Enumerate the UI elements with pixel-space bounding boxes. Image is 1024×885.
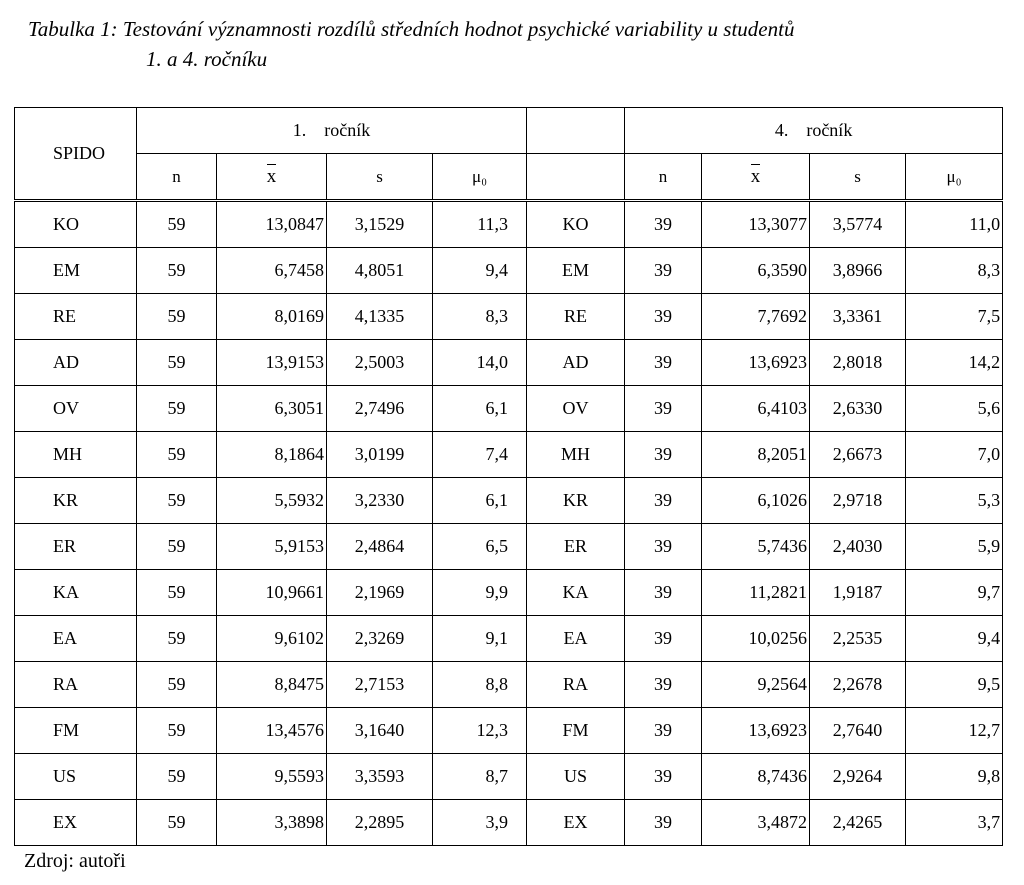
cell-mean-1: 5,9153 — [217, 524, 327, 570]
cell-mean-1: 3,3898 — [217, 800, 327, 846]
cell-scale-label-1: EX — [15, 800, 137, 846]
cell-n-1: 59 — [137, 662, 217, 708]
cell-n-1: 59 — [137, 616, 217, 662]
cell-n-4: 39 — [625, 524, 702, 570]
cell-mu-1: 3,9 — [433, 800, 527, 846]
cell-s-1: 2,4864 — [327, 524, 433, 570]
cell-s-4: 3,5774 — [810, 201, 906, 248]
table-row — [15, 662, 1003, 708]
cell-mean-1: 8,8475 — [217, 662, 327, 708]
cell-scale-label-1: FM — [15, 708, 137, 754]
empty-subheader-cell — [527, 154, 625, 201]
cell-mean-1: 10,9661 — [217, 570, 327, 616]
cell-scale-label-4: ER — [527, 524, 625, 570]
cell-s-1: 3,1640 — [327, 708, 433, 754]
cell-mean-4: 8,7436 — [702, 754, 810, 800]
cell-s-4: 2,7640 — [810, 708, 906, 754]
table-row — [15, 432, 1003, 478]
cell-n-1: 59 — [137, 754, 217, 800]
cell-mu-1: 6,5 — [433, 524, 527, 570]
cell-scale-label-1: EA — [15, 616, 137, 662]
cell-s-4: 2,9264 — [810, 754, 906, 800]
cell-mu-1: 8,3 — [433, 294, 527, 340]
cell-mu-1: 8,8 — [433, 662, 527, 708]
cell-scale-label-4: US — [527, 754, 625, 800]
cell-mean-4: 6,3590 — [702, 248, 810, 294]
cell-mean-4: 6,4103 — [702, 386, 810, 432]
cell-n-1: 59 — [137, 570, 217, 616]
cell-n-4: 39 — [625, 248, 702, 294]
cell-mean-4: 7,7692 — [702, 294, 810, 340]
cell-scale-label-4: AD — [527, 340, 625, 386]
cell-mean-1: 5,5932 — [217, 478, 327, 524]
cell-mean-1: 9,5593 — [217, 754, 327, 800]
group-header-4 — [625, 108, 1003, 154]
table-row — [15, 386, 1003, 432]
group-4-label: ročník — [806, 120, 853, 140]
cell-mean-4: 8,2051 — [702, 432, 810, 478]
subheader-mu-1: μ₀ — [433, 154, 527, 201]
cell-mean-4: 13,6923 — [702, 708, 810, 754]
cell-n-1: 59 — [137, 386, 217, 432]
cell-mu-4: 14,2 — [906, 340, 1003, 386]
cell-s-1: 2,2895 — [327, 800, 433, 846]
cell-mean-4: 13,6923 — [702, 340, 810, 386]
subheader-mean-1 — [217, 154, 327, 201]
subheader-s-4: s — [810, 154, 906, 201]
cell-n-1: 59 — [137, 294, 217, 340]
caption-line-2: 1. a 4. ročníku — [146, 47, 268, 71]
subheader-s-1: s — [327, 154, 433, 201]
cell-mu-4: 12,7 — [906, 708, 1003, 754]
cell-scale-label-1: EM — [15, 248, 137, 294]
subheader-mu-4: μ₀ — [906, 154, 1003, 201]
cell-n-1: 59 — [137, 708, 217, 754]
cell-mean-4: 13,3077 — [702, 201, 810, 248]
cell-n-4: 39 — [625, 754, 702, 800]
cell-mu-1: 7,4 — [433, 432, 527, 478]
cell-mu-1: 6,1 — [433, 386, 527, 432]
group-1-label: ročník — [324, 120, 371, 140]
cell-mu-4: 5,9 — [906, 524, 1003, 570]
cell-scale-label-4: KR — [527, 478, 625, 524]
cell-mu-1: 11,3 — [433, 201, 527, 248]
table-row — [15, 478, 1003, 524]
cell-n-4: 39 — [625, 340, 702, 386]
cell-scale-label-4: FM — [527, 708, 625, 754]
cell-mu-4: 9,5 — [906, 662, 1003, 708]
cell-scale-label-1: KR — [15, 478, 137, 524]
cell-s-4: 2,2535 — [810, 616, 906, 662]
cell-s-4: 1,9187 — [810, 570, 906, 616]
cell-n-1: 59 — [137, 478, 217, 524]
cell-mean-4: 10,0256 — [702, 616, 810, 662]
cell-scale-label-4: MH — [527, 432, 625, 478]
cell-scale-label-4: EA — [527, 616, 625, 662]
cell-n-1: 59 — [137, 524, 217, 570]
cell-mu-4: 9,4 — [906, 616, 1003, 662]
caption-line-1: Tabulka 1: Testování významnosti rozdílů středních hodnot psychické variability u studentů — [28, 17, 795, 41]
cell-scale-label-1: RE — [15, 294, 137, 340]
cell-s-4: 2,8018 — [810, 340, 906, 386]
cell-mean-1: 6,7458 — [217, 248, 327, 294]
cell-mean-4: 5,7436 — [702, 524, 810, 570]
cell-n-4: 39 — [625, 201, 702, 248]
cell-mu-1: 8,7 — [433, 754, 527, 800]
cell-s-1: 3,1529 — [327, 201, 433, 248]
group-1-number: 1. — [292, 120, 307, 140]
subheader-n-1: n — [137, 154, 217, 201]
cell-s-4: 3,3361 — [810, 294, 906, 340]
table-body — [15, 201, 1003, 846]
cell-scale-label-4: EX — [527, 800, 625, 846]
cell-scale-label-1: KO — [15, 201, 137, 248]
cell-s-4: 2,6673 — [810, 432, 906, 478]
subheader-n-4: n — [625, 154, 702, 201]
cell-scale-label-1: MH — [15, 432, 137, 478]
cell-mu-4: 7,5 — [906, 294, 1003, 340]
cell-scale-label-1: RA — [15, 662, 137, 708]
table-caption — [28, 14, 1008, 74]
cell-s-1: 2,7496 — [327, 386, 433, 432]
cell-s-1: 3,0199 — [327, 432, 433, 478]
cell-mu-4: 9,7 — [906, 570, 1003, 616]
cell-scale-label-4: KO — [527, 201, 625, 248]
table-row — [15, 708, 1003, 754]
cell-s-1: 4,8051 — [327, 248, 433, 294]
cell-n-1: 59 — [137, 248, 217, 294]
cell-mu-1: 6,1 — [433, 478, 527, 524]
cell-scale-label-1: ER — [15, 524, 137, 570]
cell-mean-4: 3,4872 — [702, 800, 810, 846]
cell-mean-1: 8,1864 — [217, 432, 327, 478]
cell-s-4: 3,8966 — [810, 248, 906, 294]
cell-mu-4: 11,0 — [906, 201, 1003, 248]
cell-mu-1: 9,4 — [433, 248, 527, 294]
data-table — [14, 107, 1003, 846]
table-row — [15, 524, 1003, 570]
cell-n-4: 39 — [625, 432, 702, 478]
cell-mean-1: 13,0847 — [217, 201, 327, 248]
cell-n-4: 39 — [625, 800, 702, 846]
cell-mu-4: 7,0 — [906, 432, 1003, 478]
cell-scale-label-4: OV — [527, 386, 625, 432]
table-row — [15, 570, 1003, 616]
table-row — [15, 201, 1003, 248]
cell-s-1: 2,5003 — [327, 340, 433, 386]
cell-mu-4: 3,7 — [906, 800, 1003, 846]
cell-mean-1: 9,6102 — [217, 616, 327, 662]
group-header-1 — [137, 108, 527, 154]
empty-header-cell — [527, 108, 625, 154]
cell-mean-1: 13,4576 — [217, 708, 327, 754]
cell-mean-4: 11,2821 — [702, 570, 810, 616]
cell-scale-label-1: AD — [15, 340, 137, 386]
mean-symbol: x — [750, 165, 761, 187]
cell-mu-1: 12,3 — [433, 708, 527, 754]
cell-n-1: 59 — [137, 340, 217, 386]
cell-s-1: 3,2330 — [327, 478, 433, 524]
cell-s-4: 2,4030 — [810, 524, 906, 570]
cell-mean-1: 13,9153 — [217, 340, 327, 386]
table-row — [15, 616, 1003, 662]
cell-mean-4: 9,2564 — [702, 662, 810, 708]
cell-scale-label-4: RE — [527, 294, 625, 340]
cell-mean-1: 6,3051 — [217, 386, 327, 432]
cell-n-4: 39 — [625, 662, 702, 708]
cell-scale-label-4: RA — [527, 662, 625, 708]
table-row — [15, 340, 1003, 386]
cell-s-1: 2,3269 — [327, 616, 433, 662]
mean-symbol: x — [266, 165, 277, 187]
cell-scale-label-4: EM — [527, 248, 625, 294]
table-row — [15, 754, 1003, 800]
cell-n-4: 39 — [625, 294, 702, 340]
cell-s-1: 2,7153 — [327, 662, 433, 708]
cell-scale-label-4: KA — [527, 570, 625, 616]
cell-n-1: 59 — [137, 201, 217, 248]
cell-s-4: 2,6330 — [810, 386, 906, 432]
cell-scale-label-1: OV — [15, 386, 137, 432]
cell-n-1: 59 — [137, 432, 217, 478]
cell-mu-4: 5,3 — [906, 478, 1003, 524]
cell-mean-4: 6,1026 — [702, 478, 810, 524]
cell-mu-4: 9,8 — [906, 754, 1003, 800]
cell-mu-1: 14,0 — [433, 340, 527, 386]
cell-n-4: 39 — [625, 616, 702, 662]
cell-n-4: 39 — [625, 386, 702, 432]
cell-n-4: 39 — [625, 708, 702, 754]
cell-mu-4: 5,6 — [906, 386, 1003, 432]
cell-n-4: 39 — [625, 478, 702, 524]
cell-s-4: 2,9718 — [810, 478, 906, 524]
cell-scale-label-1: KA — [15, 570, 137, 616]
source-note: Zdroj: autoři — [24, 850, 126, 872]
cell-n-1: 59 — [137, 800, 217, 846]
cell-mu-1: 9,1 — [433, 616, 527, 662]
cell-mu-4: 8,3 — [906, 248, 1003, 294]
cell-s-1: 4,1335 — [327, 294, 433, 340]
cell-s-1: 3,3593 — [327, 754, 433, 800]
row-header-spido: SPIDO — [15, 108, 137, 201]
subheader-mean-4 — [702, 154, 810, 201]
table-row — [15, 248, 1003, 294]
cell-s-4: 2,4265 — [810, 800, 906, 846]
group-4-number: 4. — [774, 120, 789, 140]
cell-s-4: 2,2678 — [810, 662, 906, 708]
cell-s-1: 2,1969 — [327, 570, 433, 616]
table-row — [15, 800, 1003, 846]
cell-scale-label-1: US — [15, 754, 137, 800]
table-row — [15, 294, 1003, 340]
cell-mu-1: 9,9 — [433, 570, 527, 616]
cell-n-4: 39 — [625, 570, 702, 616]
cell-mean-1: 8,0169 — [217, 294, 327, 340]
